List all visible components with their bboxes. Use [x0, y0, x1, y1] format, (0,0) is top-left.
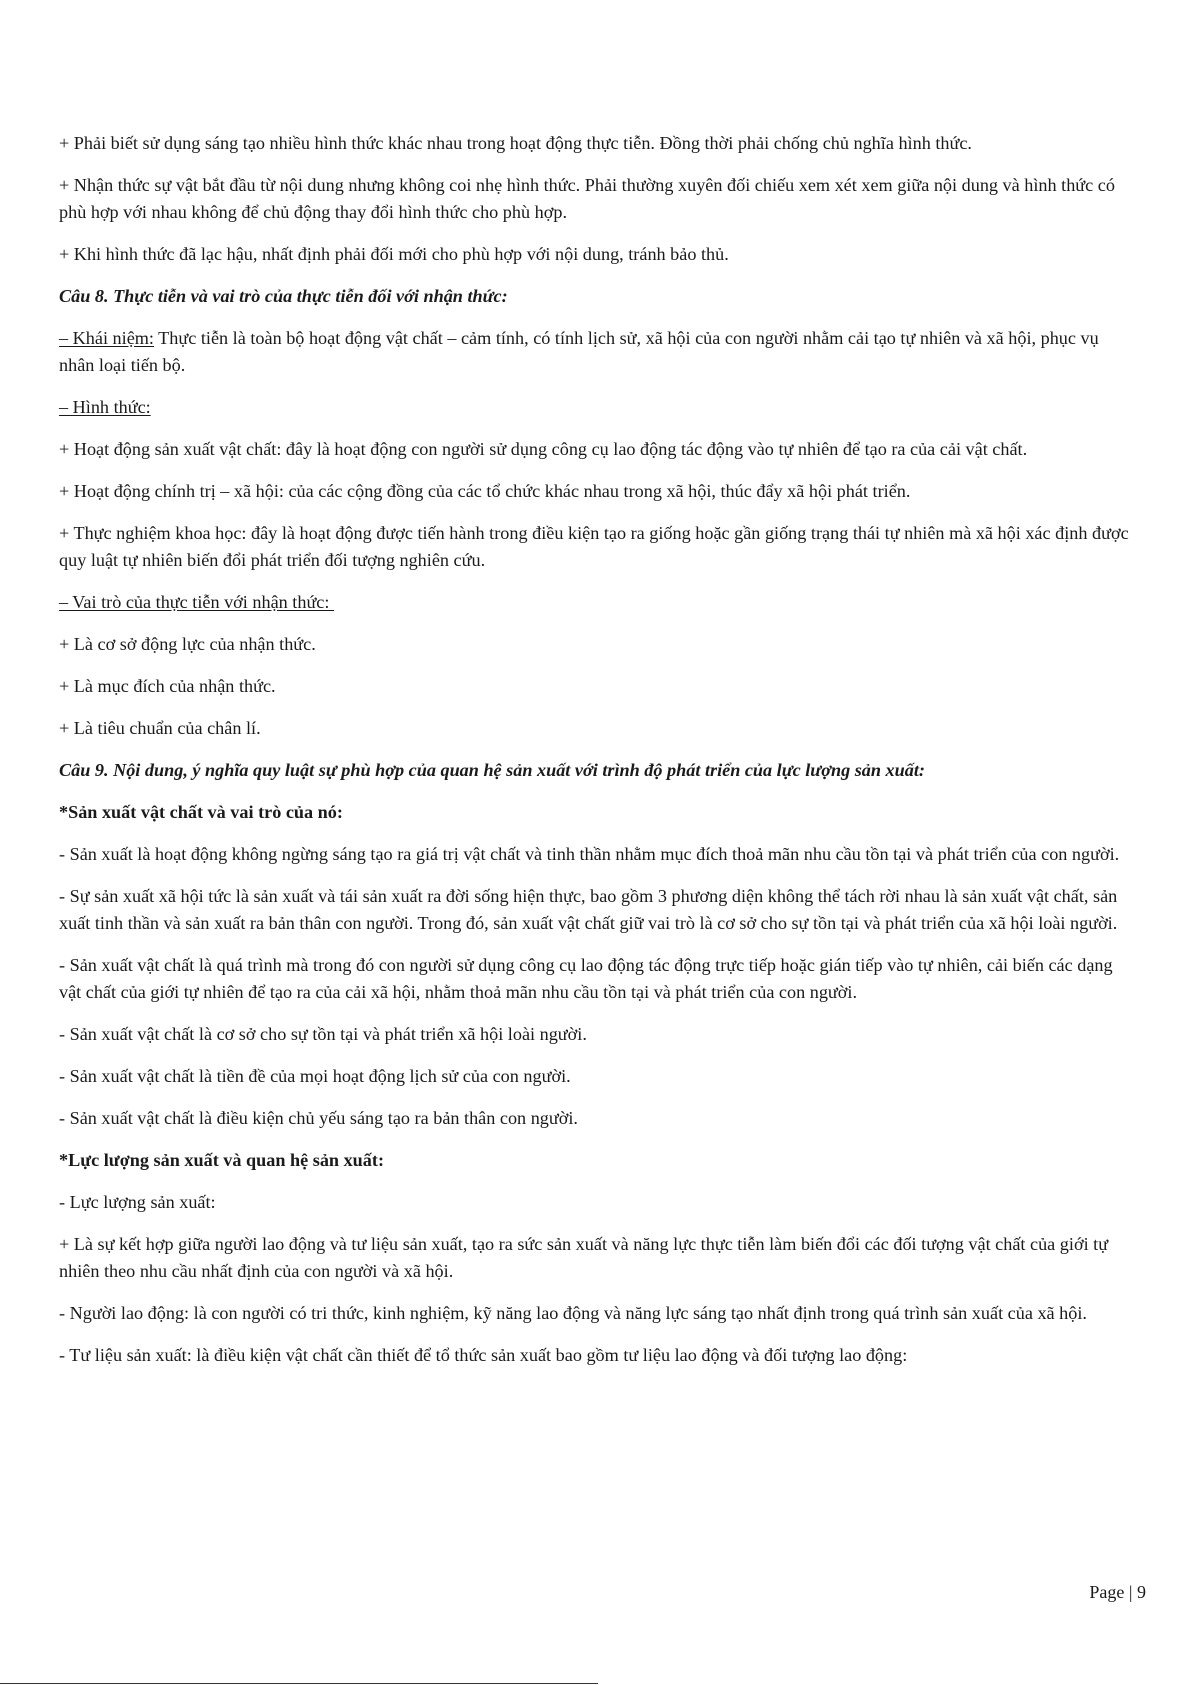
- paragraph: + Hoạt động sản xuất vật chất: đây là hoạt động con người sử dụng công cụ lao động tác động vào tự nhiên để tạo ra của cải vật chất.: [59, 439, 1028, 459]
- document-body: [59, 130, 1137, 1384]
- paragraph: + Khi hình thức đã lạc hậu, nhất định phải đối mới cho phù hợp với nội dung, tránh bảo thủ.: [59, 244, 729, 264]
- page-number: Page | 9: [1089, 1582, 1146, 1602]
- paragraph: + Là tiêu chuẩn của chân lí.: [59, 718, 261, 738]
- paragraph: + Là mục đích của nhận thức.: [59, 676, 276, 696]
- paragraph: + Nhận thức sự vật bắt đầu từ nội dung nhưng không coi nhẹ hình thức. Phải thường xuyên đối chiếu xem xét xem giữa nội dung và hình thức có phù hợp với nhau không để chủ động thay đổi hình thức cho phù hợp.: [59, 175, 1115, 222]
- paragraph: - Sản xuất vật chất là cơ sở cho sự tồn tại và phát triển xã hội loài người.: [59, 1024, 587, 1044]
- paragraph: + Hoạt động chính trị – xã hội: của các cộng đồng của các tổ chức khác nhau trong xã hội, thúc đẩy xã hội phát triển.: [59, 481, 911, 501]
- underlined-label: – Vai trò của thực tiễn với nhận thức:: [59, 592, 334, 612]
- paragraph: + Phải biết sử dụng sáng tạo nhiều hình thức khác nhau trong hoạt động thực tiễn. Đồng thời phải chống chủ nghĩa hình thức.: [59, 133, 972, 153]
- section-heading-cau-9: Câu 9. Nội dung, ý nghĩa quy luật sự phù hợp của quan hệ sản xuất với trình độ phát triển của lực lượng sản xuất:: [59, 760, 925, 780]
- section-heading-cau-8: Câu 8. Thực tiễn và vai trò của thực tiễn đối với nhận thức:: [59, 286, 508, 306]
- paragraph: - Sản xuất vật chất là điều kiện chủ yếu sáng tạo ra bản thân con người.: [59, 1108, 578, 1128]
- label-khai-niem: – Khái niệm:: [59, 328, 154, 348]
- paragraph: - Sản xuất vật chất là quá trình mà trong đó con người sử dụng công cụ lao động tác động trực tiếp hoặc gián tiếp vào tự nhiên, cải biến các dạng vật chất của giới tự nhiên để tạo ra của cải xã hội, nhằm thoả mãn nhu cầu tồn tại và phát triển của con người.: [59, 955, 1113, 1002]
- paragraph: - Sản xuất là hoạt động không ngừng sáng tạo ra giá trị vật chất và tinh thần nhằm mục đích thoả mãn nhu cầu tồn tại và phát triển của con người.: [59, 844, 1120, 864]
- bold-heading-luc-luong: *Lực lượng sản xuất và quan hệ sản xuất:: [59, 1150, 384, 1170]
- paragraph: - Sản xuất vật chất là tiền đề của mọi hoạt động lịch sử của con người.: [59, 1066, 571, 1086]
- paragraph: + Thực nghiệm khoa học: đây là hoạt động được tiến hành trong điều kiện tạo ra giống hoặc gần giống trạng thái tự nhiên mà xã hội xác định được quy luật tự nhiên biến đổi phát triển đối tượng nghiên cứu.: [59, 523, 1129, 570]
- paragraph: - Lực lượng sản xuất:: [59, 1192, 216, 1212]
- paragraph: + Là sự kết hợp giữa người lao động và tư liệu sản xuất, tạo ra sức sản xuất và năng lực thực tiễn làm biến đổi các đối tượng vật chất của giới tự nhiên theo nhu cầu nhất định của con người và xã hội.: [59, 1234, 1109, 1281]
- paragraph: + Là cơ sở động lực của nhận thức.: [59, 634, 316, 654]
- paragraph-khai-niem: [59, 325, 1137, 379]
- subheading-hinh-thuc: [59, 394, 1137, 421]
- bottom-divider: [0, 1683, 598, 1684]
- paragraph-text: Thực tiễn là toàn bộ hoạt động vật chất – cảm tính, có tính lịch sử, xã hội của con người nhằm cải tạo tự nhiên và xã hội, phục vụ nhân loại tiến bộ.: [59, 328, 1099, 375]
- underlined-label: – Hình thức:: [59, 397, 151, 417]
- paragraph: - Tư liệu sản xuất: là điều kiện vật chất cần thiết để tổ thức sản xuất bao gồm tư liệu lao động và đối tượng lao động:: [59, 1345, 908, 1365]
- paragraph: - Người lao động: là con người có tri thức, kinh nghiệm, kỹ năng lao động và năng lực sáng tạo nhất định trong quá trình sản xuất của xã hội.: [59, 1303, 1087, 1323]
- paragraph: - Sự sản xuất xã hội tức là sản xuất và tái sản xuất ra đời sống hiện thực, bao gồm 3 phương diện không thể tách rời nhau là sản xuất vật chất, sản xuất tinh thần và sản xuất ra bản thân con người. Trong đó, sản xuất vật chất giữ vai trò là cơ sở cho sự tồn tại và phát triển của xã hội loài người.: [59, 886, 1118, 933]
- bold-heading-san-xuat: *Sản xuất vật chất và vai trò của nó:: [59, 802, 343, 822]
- subheading-vai-tro: [59, 589, 1137, 616]
